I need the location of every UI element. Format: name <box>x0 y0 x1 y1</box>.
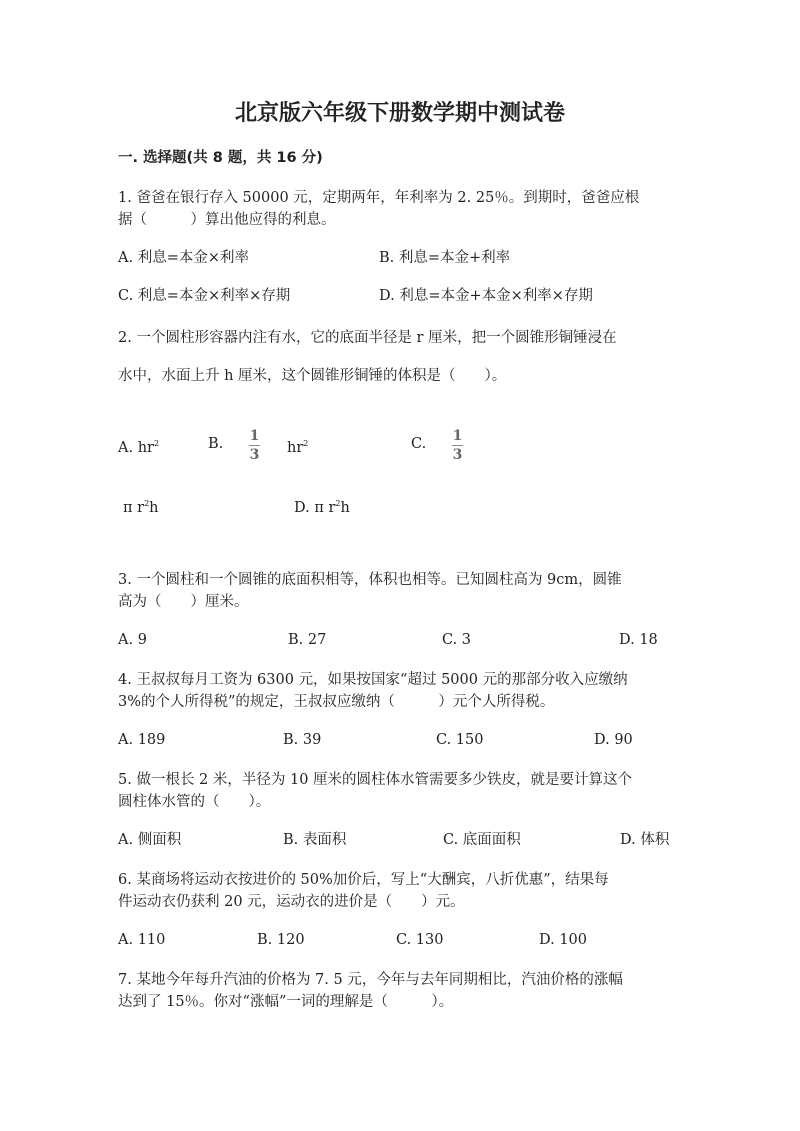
q3-option-a: A. 9 <box>118 632 147 648</box>
fraction-bar <box>452 445 463 446</box>
q1-option-c: C. 利息=本金×利率×存期 <box>118 288 291 304</box>
q6-option-a: A. 110 <box>118 932 166 948</box>
superscript: 2 <box>153 439 160 448</box>
expr: π r <box>123 499 145 516</box>
denominator: 3 <box>249 447 260 463</box>
q5-option-b: B. 表面积 <box>283 832 347 848</box>
superscript: 2 <box>335 499 341 508</box>
denominator: 3 <box>452 447 463 463</box>
q2-option-b-expr <box>287 434 308 458</box>
page-title: 北京版六年级下册数学期中测试卷 <box>234 100 565 126</box>
fraction <box>249 428 260 463</box>
q4-option-b: B. 39 <box>283 732 322 748</box>
q6-option-b: B. 120 <box>257 932 305 948</box>
q1-option-d: D. 利息=本金+本金×利率×存期 <box>379 288 593 304</box>
q3-option-b: B. 27 <box>288 632 327 648</box>
q5-option-d: D. 体积 <box>620 832 670 848</box>
q4-text: 4. 王叔叔每月工资为 6300 元，如果按国家“超过 5000 元的那部分收入应缴纳 <box>118 672 628 688</box>
numerator: 1 <box>452 428 463 444</box>
expr: h <box>340 499 350 516</box>
q5-text: 圆柱体水管的（ ）。 <box>118 794 271 810</box>
option-text: A. hr <box>118 439 154 456</box>
q2-option-c-expr <box>123 494 159 518</box>
q1-text: 1. 爸爸在银行存入 50000 元，定期两年，年利率为 2. 25％。到期时，爸爸应根 <box>118 190 640 206</box>
q3-option-d: D. 18 <box>619 632 658 648</box>
expr: D. π r <box>294 499 336 516</box>
q2-option-c: C. <box>411 436 427 452</box>
superscript: 2 <box>144 499 150 508</box>
q5-text: 5. 做一根长 2 米，半径为 10 厘米的圆柱体水管需要多少铁皮，就是要计算这个 <box>118 772 633 788</box>
q2-option-d <box>294 494 350 518</box>
q4-option-a: A. 189 <box>118 732 166 748</box>
q5-option-a: A. 侧面积 <box>118 832 182 848</box>
q6-option-d: D. 100 <box>539 932 588 948</box>
q3-text: 3. 一个圆柱和一个圆锥的底面积相等，体积也相等。已知圆柱高为 9cm，圆锥 <box>118 572 622 588</box>
q4-text: 3%的个人所得税”的规定，王叔叔应缴纳（ ）元个人所得税。 <box>118 694 555 710</box>
q1-text: 据（ ）算出他应得的利息。 <box>118 212 336 228</box>
q6-text: 6. 某商场将运动衣按进价的 50%加价后，写上“大酬宾，八折优惠”，结果每 <box>118 872 609 888</box>
q2-option-a <box>118 434 159 458</box>
expr: h <box>149 499 159 516</box>
q2-text: 水中，水面上升 h 厘米，这个圆锥形铜锤的体积是（ ）。 <box>118 368 507 384</box>
superscript: 2 <box>303 439 309 448</box>
q5-option-c: C. 底面面积 <box>443 832 521 848</box>
q6-option-c: C. 130 <box>396 932 444 948</box>
q7-text: 达到了 15％。你对“涨幅”一词的理解是（ ）。 <box>118 994 454 1010</box>
q6-text: 件运动衣仍获利 20 元，运动衣的进价是（ ）元。 <box>118 894 465 910</box>
section-heading: 一. 选择题(共 8 题，共 16 分) <box>118 150 323 166</box>
fraction-bar <box>249 445 260 446</box>
q2-text: 2. 一个圆柱形容器内注有水，它的底面半径是 r 厘米，把一个圆锥形铜锤浸在 <box>118 330 617 346</box>
q4-option-d: D. 90 <box>594 732 633 748</box>
q1-option-a: A. 利息=本金×利率 <box>118 250 249 266</box>
q4-option-c: C. 150 <box>436 732 484 748</box>
q1-option-b: B. 利息=本金+利率 <box>379 250 511 266</box>
numerator: 1 <box>249 428 260 444</box>
q7-text: 7. 某地今年每升汽油的价格为 7. 5 元，今年与去年同期相比，汽油价格的涨幅 <box>118 972 623 988</box>
expr: hr <box>287 439 304 456</box>
q3-option-c: C. 3 <box>442 632 472 648</box>
q3-text: 高为（ ）厘米。 <box>118 594 249 610</box>
fraction <box>452 428 463 463</box>
q2-option-b: B. <box>208 436 224 452</box>
